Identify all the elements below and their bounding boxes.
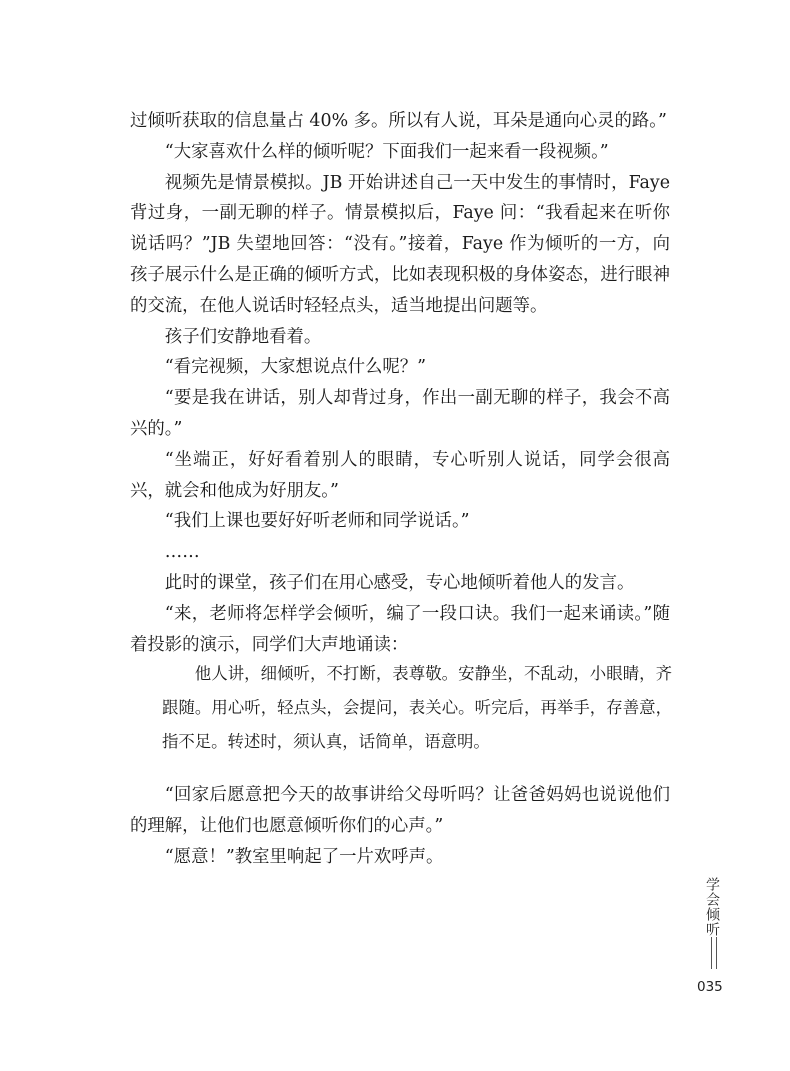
closing-text xyxy=(130,780,670,872)
verse-block xyxy=(162,657,672,759)
paragraph: “来，老师将怎样学会倾听，编了一段口诀。我们一起来诵读。”随着投影的演示，同学们大声地诵读： xyxy=(130,603,670,655)
page-number: 035 xyxy=(697,979,723,995)
paragraph: “我们上课也要好好听老师和同学说话。” xyxy=(164,511,470,532)
paragraph: “要是我在讲话，别人却背过身，作出一副无聊的样子，我会不高兴的。” xyxy=(130,388,670,439)
side-rule xyxy=(716,937,717,969)
paragraph: “愿意！”教室里响起了一片欢呼声。 xyxy=(164,846,444,867)
paragraph: “大家喜欢什么样的倾听呢？下面我们一起来看一段视频。” xyxy=(164,141,609,162)
paragraph: 视频先是情景模拟。JB 开始讲述自己一天中发生的事情时，Faye 背过身，一副无聊的样子。情景模拟后，Faye 问：“我看起来在听你说话吗？”JB 失望地回答：“没有。”接着，Faye 作为倾听的一方，向孩子展示什么是正确的倾听方式，比如表现积极的身体姿态，进行眼神的交流，在他人说话时轻轻点头，适当地提出问题等。 xyxy=(130,172,670,316)
paragraph: 此时的课堂，孩子们在用心感受，专心地倾听着他人的发言。 xyxy=(164,572,635,593)
paragraph: “坐端正，好好看着别人的眼睛，专心听别人说话，同学会很高兴，就会和他成为好朋友。” xyxy=(130,449,670,501)
chapter-side-label: 学会倾听 xyxy=(704,877,720,937)
paragraph: “回家后愿意把今天的故事讲给父母听吗？让爸爸妈妈也说说他们的理解，让他们也愿意倾听你们的心声。” xyxy=(130,785,670,836)
paragraph: “看完视频，大家想说点什么呢？” xyxy=(164,357,427,378)
paragraph: 孩子们安静地看着。 xyxy=(164,326,322,347)
main-text xyxy=(130,106,670,660)
verse-text: 他人讲，细倾听，不打断，表尊敬。安静坐，不乱动，小眼睛，齐跟随。用心听，轻点头，会提问，表关心。听完后，再举手，存善意，指不足。转述时，须认真，话简单，语意明。 xyxy=(162,664,672,751)
side-rule xyxy=(711,937,712,969)
paragraph: 过倾听获取的信息量占 40% 多。所以有人说，耳朵是通向心灵的路。” xyxy=(130,111,667,131)
ellipsis-paragraph: …… xyxy=(164,542,200,563)
